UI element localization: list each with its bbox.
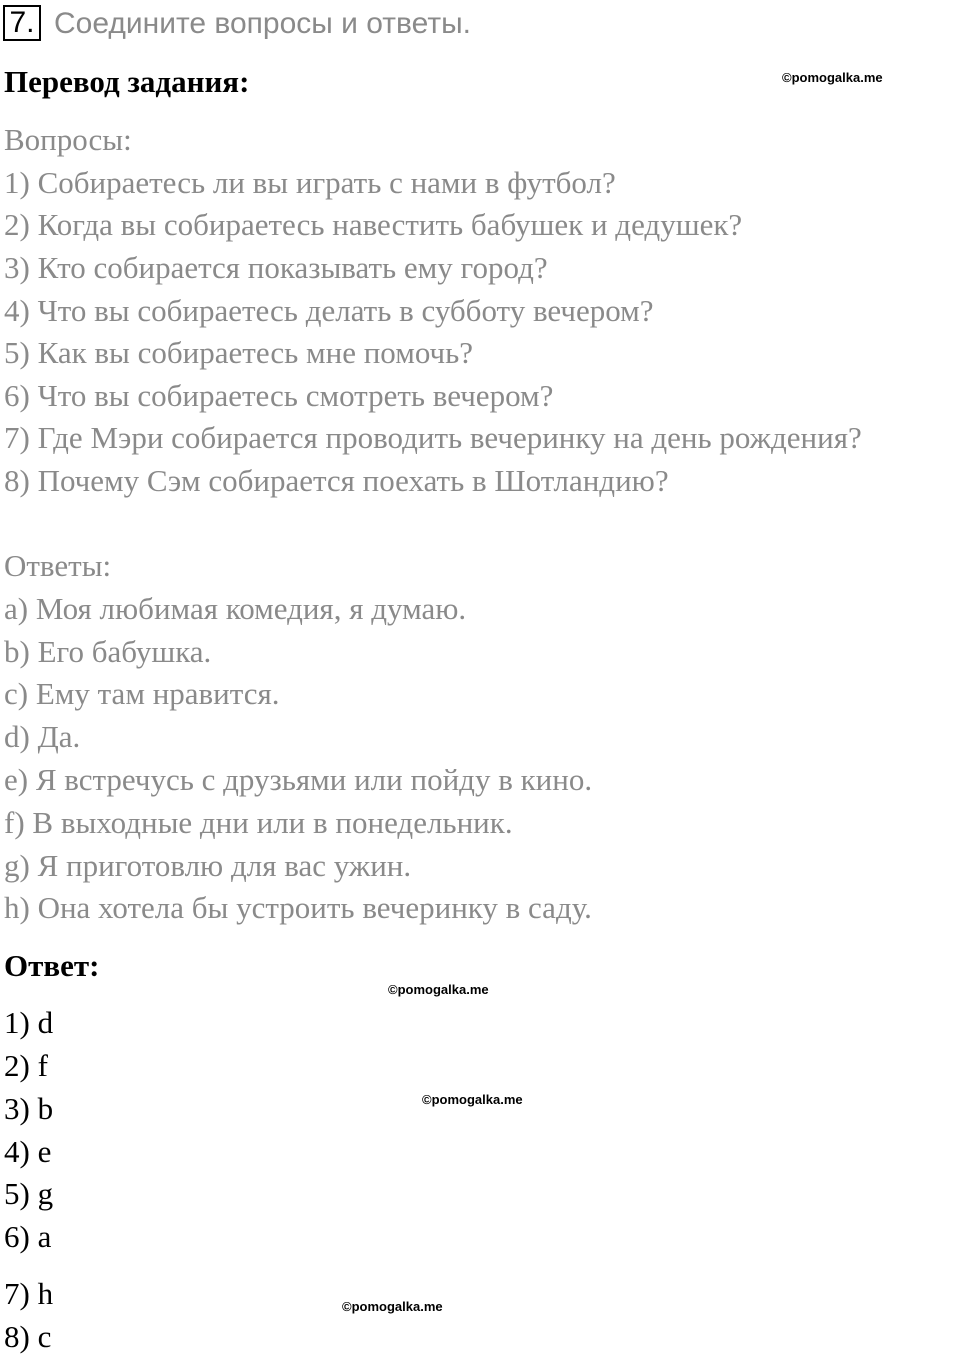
task-title: Соедините вопросы и ответы.: [54, 7, 471, 40]
question-item: 1) Собираетесь ли вы играть с нами в футбол?: [4, 165, 616, 200]
watermark: ©pomogalka.me: [388, 982, 489, 997]
solution-item: 7) h: [4, 1276, 54, 1311]
watermark: ©pomogalka.me: [782, 70, 883, 85]
answer-option: a) Моя любимая комедия, я думаю.: [4, 591, 467, 626]
solution-heading: Ответ:: [4, 948, 100, 983]
solution-item: 5) g: [4, 1176, 54, 1211]
answer-option: f) В выходные дни или в понедельник.: [4, 805, 513, 840]
solution-item: 3) b: [4, 1091, 54, 1126]
question-item: 8) Почему Сэм собирается поехать в Шотландию?: [4, 463, 669, 498]
answer-option: c) Ему там нравится.: [4, 676, 280, 711]
answer-option: e) Я встречусь с друзьями или пойду в кино.: [4, 762, 593, 797]
questions-heading: Вопросы:: [4, 122, 132, 157]
answer-option: g) Я приготовлю для вас ужин.: [4, 848, 412, 883]
answer-option: b) Его бабушка.: [4, 634, 212, 669]
answers-heading: Ответы:: [4, 548, 112, 583]
question-item: 3) Кто собирается показывать ему город?: [4, 250, 548, 285]
answer-option: h) Она хотела бы устроить вечеринку в саду.: [4, 890, 592, 925]
solution-item: 8) c: [4, 1319, 52, 1354]
question-item: 7) Где Мэри собирается проводить вечеринку на день рождения?: [4, 420, 862, 455]
watermark: ©pomogalka.me: [422, 1092, 523, 1107]
translation-heading: Перевод задания:: [4, 64, 250, 99]
solution-item: 1) d: [4, 1005, 54, 1040]
task-number: 7.: [3, 5, 41, 41]
question-item: 4) Что вы собираетесь делать в субботу вечером?: [4, 293, 654, 328]
solution-item: 4) e: [4, 1134, 52, 1169]
question-item: 5) Как вы собираетесь мне помочь?: [4, 335, 474, 370]
question-item: 2) Когда вы собираетесь навестить бабушек и дедушек?: [4, 207, 743, 242]
solution-item: 6) a: [4, 1219, 52, 1254]
solution-item: 2) f: [4, 1048, 48, 1083]
question-item: 6) Что вы собираетесь смотреть вечером?: [4, 378, 554, 413]
answer-option: d) Да.: [4, 719, 81, 754]
watermark: ©pomogalka.me: [342, 1299, 443, 1314]
